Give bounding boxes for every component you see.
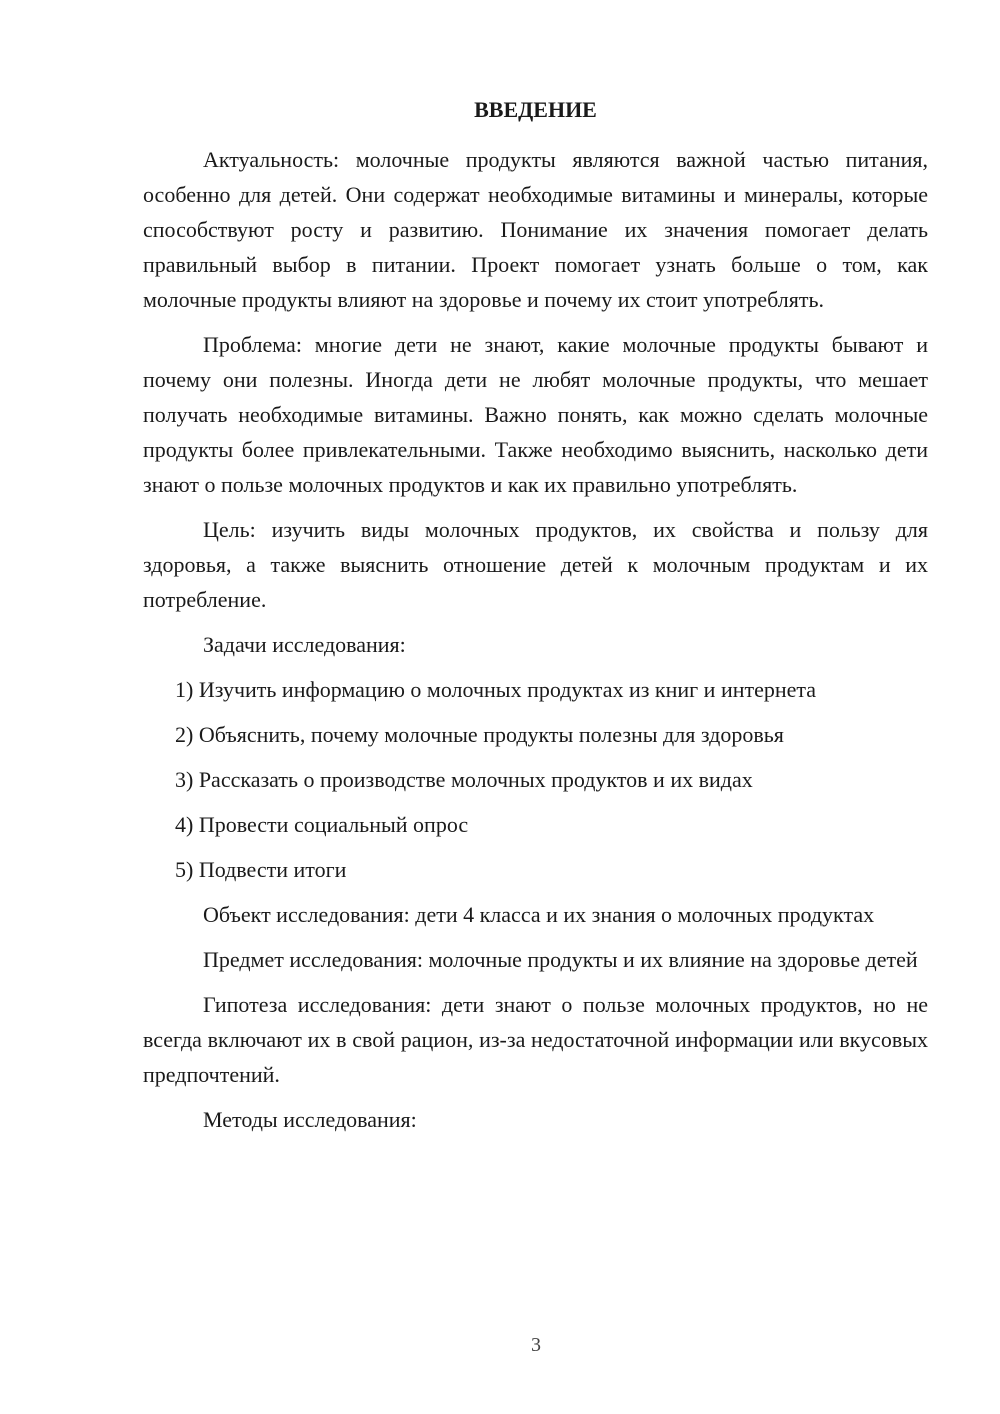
document-page	[143, 94, 928, 1147]
paragraph-tasks-heading: Задачи исследования:	[203, 632, 406, 657]
list-item: 4) Провести социальный опрос	[175, 812, 469, 837]
paragraph-methods-heading: Методы исследования:	[203, 1107, 417, 1132]
tasks-list	[143, 672, 928, 887]
paragraph-problem: Проблема: многие дети не знают, какие молочные продукты бывают и почему они полезны. Иногда дети не любят молочные продукты, что мешает получать необходимые витамины. Важно понять, как можно сделать молочные продукты более привлекательными. Также необходимо выяснить, насколько дети знают о пользе молочных продуктов и как их правильно употреблять.	[143, 332, 928, 497]
paragraph-hypothesis: Гипотеза исследования: дети знают о пользе молочных продуктов, но не всегда включают их в свой рацион, из-за недостаточной информации или вкусовых предпочтений.	[143, 992, 928, 1087]
section-title: ВВЕДЕНИЕ	[474, 97, 597, 122]
paragraph-relevance: Актуальность: молочные продукты являются важной частью питания, особенно для детей. Они содержат необходимые витамины и минералы, которые способствуют росту и развитию. Понимание их значения помогает делать правильный выбор в питании. Проект помогает узнать больше о том, как молочные продукты влияют на здоровье и почему их стоит употреблять.	[143, 147, 928, 312]
paragraph-object: Объект исследования: дети 4 класса и их знания о молочных продуктах	[203, 902, 875, 927]
list-item: 5) Подвести итоги	[175, 857, 347, 882]
paragraph-goal: Цель: изучить виды молочных продуктов, их свойства и пользу для здоровья, а также выяснить отношение детей к молочным продуктам и их потребление.	[143, 517, 928, 612]
list-item: 3) Рассказать о производстве молочных продуктов и их видах	[175, 767, 753, 792]
list-item: 2) Объяснить, почему молочные продукты полезны для здоровья	[175, 722, 784, 747]
page-number: 3	[531, 1334, 541, 1356]
list-item: 1) Изучить информацию о молочных продуктах из книг и интернета	[175, 677, 817, 702]
paragraph-subject: Предмет исследования: молочные продукты и их влияние на здоровье детей	[203, 947, 918, 972]
